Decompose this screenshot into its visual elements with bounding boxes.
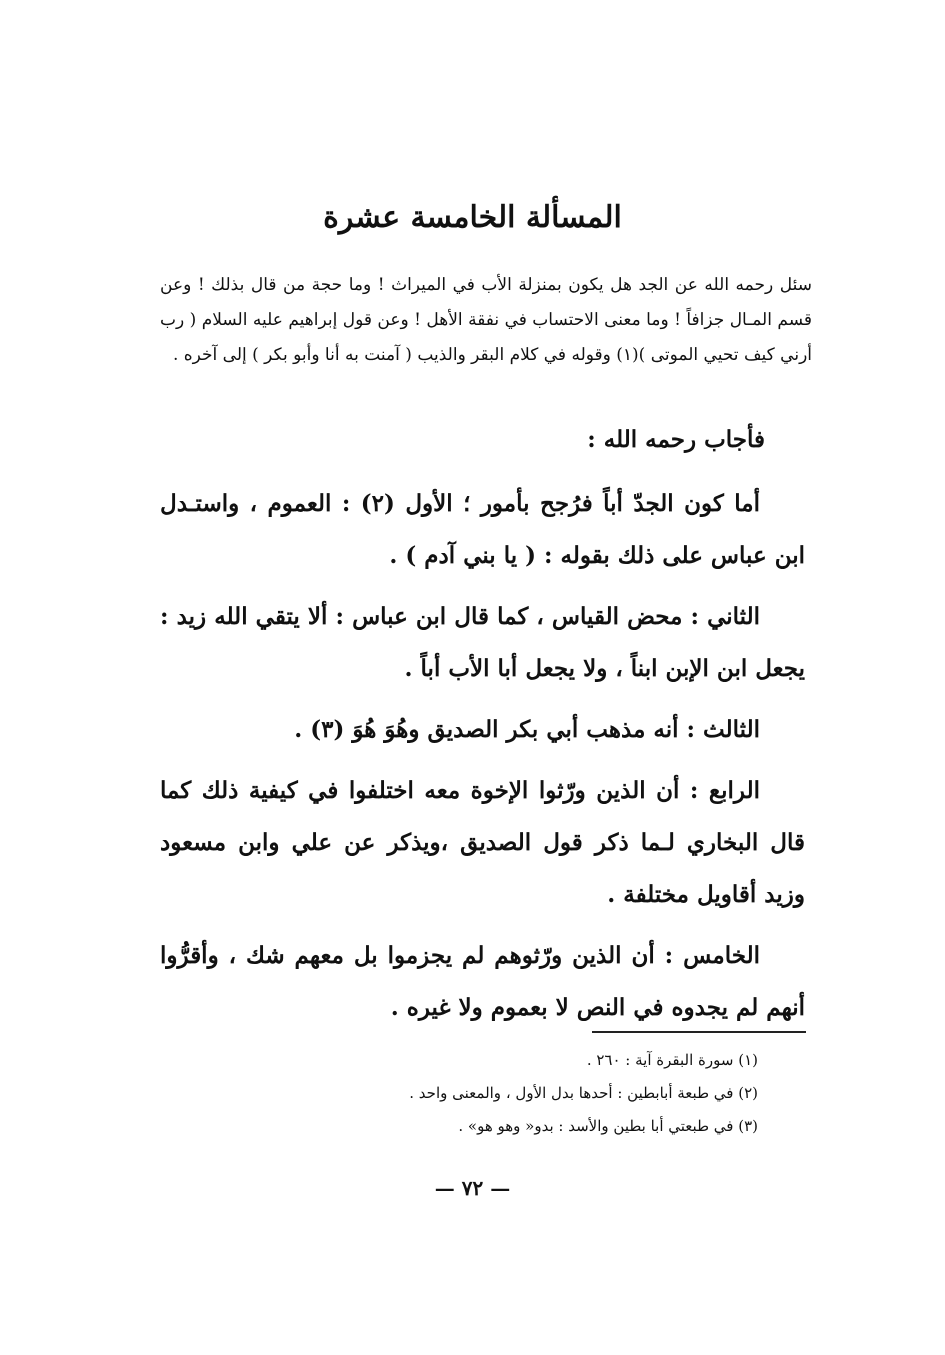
footnote-1: (١) سورة البقرة آية : ٢٦٠ . [586, 1051, 758, 1069]
paragraph-third: الثالث : أنه مذهب أبي بكر الصديق وهُوَ هُوَ (٣) . [294, 716, 760, 743]
footnote-2: (٢) في طبعة أبابطين : أحدها بدل الأول ، والمعنى واحد . [409, 1084, 758, 1102]
footnote-divider [592, 1031, 806, 1033]
page-number: — ٧٢ — [434, 1176, 511, 1200]
chapter-title: المسألة الخامسة عشرة [323, 200, 622, 235]
answer-intro: فأجاب رحمه الله : [587, 426, 765, 453]
answer-body [160, 478, 805, 1043]
paragraph-second: الثاني : محض القياس ، كما قال ابن عباس : ألا يتقي الله زيد : يجعل ابن الإبن ابناً ، ولا يجعل أبا الأب أباً . [160, 603, 805, 682]
question-text: سئل رحمه الله عن الجد هل يكون بمنزلة الأب في الميراث ! وما حجة من قال بذلك ! وعن قسم المـال جزافاً ! وما معنى الاحتساب في نفقة الأهل ! وعن قول إبراهيم عليه السلام ( رب أرني كيف تحيي الموتى )(١) وقوله في كلام البقر والذيب ( آمنت به أنا وأبو بكر ) إلى آخره . [160, 275, 812, 365]
paragraph-fourth: الرابع : أن الذين ورّثوا الإخوة معه اختلفوا في كيفية ذلك كما قال البخاري لـما ذكر قول الصديق ،ويذكر عن علي وابن مسعود وزيد أقاويل مختلفة . [160, 777, 805, 908]
footnote-3: (٣) في طبعتي أبا بطين والأسد : بدو« وهو هو» . [458, 1117, 758, 1135]
paragraph-fifth: الخامس : أن الذين ورّثوهم لم يجزموا بل معهم شك ، وأقرُّوا أنهم لم يجدوه في النص لا بعموم ولا غيره . [160, 942, 805, 1021]
footnotes [160, 1044, 758, 1143]
paragraph-first: أما كون الجدّ أباً فرُجح بأمور ؛ الأول (٢) : العموم ، واستـدل ابن عباس على ذلك بقوله : ( يا بني آدم ) . [160, 490, 805, 569]
